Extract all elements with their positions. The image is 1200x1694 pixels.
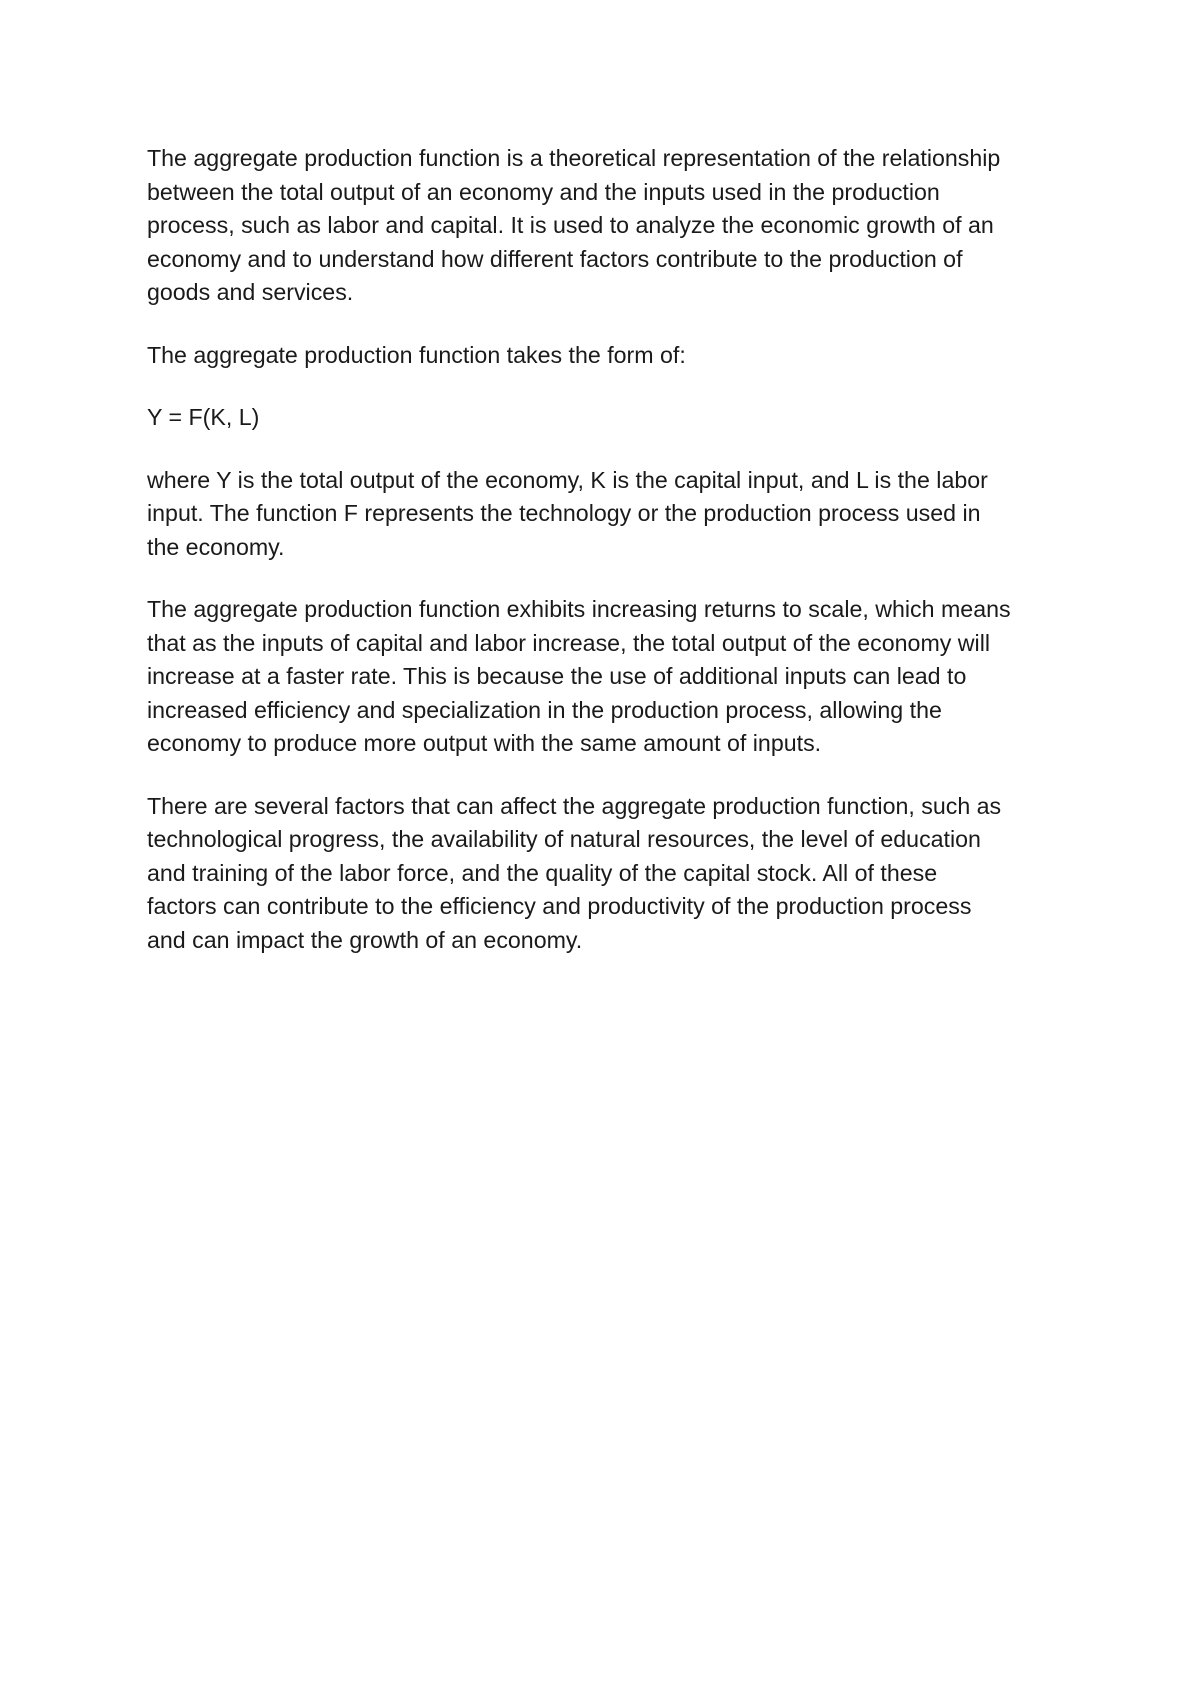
paragraph-equation bbox=[147, 401, 1067, 435]
text-line: economy and to understand how different factors contribute to the production of bbox=[147, 245, 963, 272]
text-line: input. The function F represents the technology or the production process used in bbox=[147, 500, 981, 526]
text-line: There are several factors that can affect the aggregate production function, such as bbox=[147, 792, 1002, 819]
paragraph-intro bbox=[147, 142, 1067, 310]
text-line: process, such as labor and capital. It is used to analyze the economic growth of an bbox=[147, 212, 994, 238]
text-line: factors can contribute to the efficiency and productivity of the production process bbox=[147, 893, 972, 919]
text-line: the economy. bbox=[147, 533, 285, 560]
equation-line: Y = F(K, L) bbox=[147, 404, 260, 430]
paragraph-returns-to-scale bbox=[147, 593, 1067, 761]
text-line: increase at a faster rate. This is because the use of additional inputs can lead to bbox=[147, 663, 967, 689]
text-line: The aggregate production function exhibits increasing returns to scale, which means bbox=[147, 596, 1011, 622]
text-line: The aggregate production function takes the form of: bbox=[147, 341, 686, 368]
text-line: between the total output of an economy and the inputs used in the production bbox=[147, 178, 940, 205]
document-body bbox=[147, 142, 1067, 986]
paragraph-definitions bbox=[147, 464, 1067, 565]
text-line: economy to produce more output with the same amount of inputs. bbox=[147, 730, 822, 756]
paragraph-factors bbox=[147, 790, 1067, 958]
text-line: increased efficiency and specialization in the production process, allowing the bbox=[147, 696, 942, 723]
paragraph-form bbox=[147, 339, 1067, 373]
text-line: where Y is the total output of the economy, K is the capital input, and L is the labor bbox=[147, 466, 988, 493]
text-line: goods and services. bbox=[147, 279, 354, 305]
text-line: technological progress, the availability of natural resources, the level of education bbox=[147, 826, 981, 852]
text-line: and can impact the growth of an economy. bbox=[147, 926, 583, 953]
text-line: that as the inputs of capital and labor increase, the total output of the economy will bbox=[147, 629, 990, 656]
text-line: The aggregate production function is a theoretical representation of the relationship bbox=[147, 145, 1001, 171]
text-line: and training of the labor force, and the quality of the capital stock. All of these bbox=[147, 859, 938, 886]
